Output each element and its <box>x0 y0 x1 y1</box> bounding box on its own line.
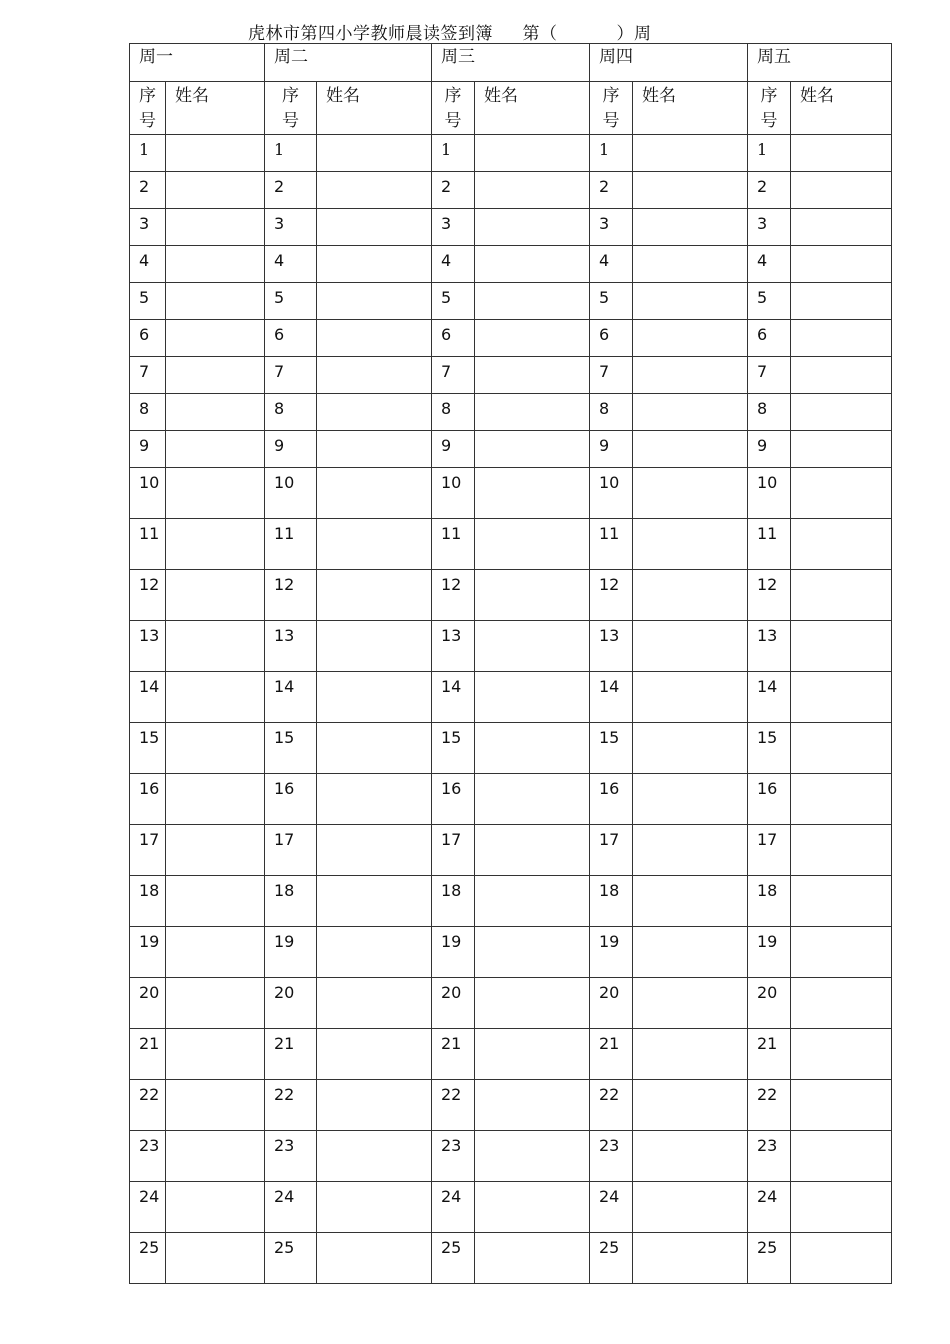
name-cell-fri[interactable] <box>791 723 892 774</box>
seq-cell-wed: 2 <box>432 172 475 209</box>
seq-cell-mon: 9 <box>130 431 166 468</box>
name-cell-fri[interactable] <box>791 978 892 1029</box>
name-cell-tue[interactable] <box>317 431 432 468</box>
name-cell-fri[interactable] <box>791 1233 892 1284</box>
table-row <box>130 394 892 431</box>
seq-cell-thu: 23 <box>590 1131 633 1182</box>
name-cell-wed[interactable] <box>475 927 590 978</box>
name-cell-fri[interactable] <box>791 209 892 246</box>
seq-cell-mon: 21 <box>130 1029 166 1080</box>
name-cell-tue[interactable] <box>317 825 432 876</box>
name-cell-wed[interactable] <box>475 320 590 357</box>
name-cell-mon[interactable] <box>166 927 265 978</box>
seq-cell-thu: 3 <box>590 209 633 246</box>
seq-cell-mon: 15 <box>130 723 166 774</box>
seq-cell-tue: 19 <box>265 927 317 978</box>
name-cell-wed[interactable] <box>475 135 590 172</box>
seq-cell-fri: 24 <box>748 1182 791 1233</box>
seq-cell-wed: 10 <box>432 468 475 519</box>
seq-cell-tue: 25 <box>265 1233 317 1284</box>
seq-cell-thu: 20 <box>590 978 633 1029</box>
sign-in-table <box>129 43 892 1284</box>
seq-cell-mon: 6 <box>130 320 166 357</box>
name-cell-fri[interactable] <box>791 1029 892 1080</box>
table-row <box>130 1080 892 1131</box>
seq-cell-tue: 13 <box>265 621 317 672</box>
name-cell-fri[interactable] <box>791 570 892 621</box>
seq-cell-thu: 21 <box>590 1029 633 1080</box>
table-row <box>130 723 892 774</box>
name-cell-thu[interactable] <box>633 1029 748 1080</box>
seq-cell-fri: 10 <box>748 468 791 519</box>
table-row <box>130 621 892 672</box>
seq-cell-fri: 18 <box>748 876 791 927</box>
seq-cell-wed: 9 <box>432 431 475 468</box>
seq-cell-wed: 23 <box>432 1131 475 1182</box>
name-cell-wed[interactable] <box>475 825 590 876</box>
seq-cell-wed: 4 <box>432 246 475 283</box>
name-cell-tue[interactable] <box>317 172 432 209</box>
seq-cell-mon: 3 <box>130 209 166 246</box>
name-cell-wed[interactable] <box>475 672 590 723</box>
seq-cell-mon: 25 <box>130 1233 166 1284</box>
seq-cell-tue: 2 <box>265 172 317 209</box>
table-row <box>130 1233 892 1284</box>
seq-cell-wed: 18 <box>432 876 475 927</box>
seq-cell-thu: 1 <box>590 135 633 172</box>
name-cell-mon[interactable] <box>166 723 265 774</box>
seq-cell-wed: 22 <box>432 1080 475 1131</box>
seq-header: 序 号 <box>748 82 791 135</box>
name-cell-fri[interactable] <box>791 283 892 320</box>
seq-cell-fri: 6 <box>748 320 791 357</box>
name-cell-wed[interactable] <box>475 570 590 621</box>
name-cell-thu[interactable] <box>633 135 748 172</box>
name-cell-thu[interactable] <box>633 246 748 283</box>
day-header-row <box>130 44 892 82</box>
name-cell-tue[interactable] <box>317 246 432 283</box>
seq-cell-fri: 13 <box>748 621 791 672</box>
name-cell-wed[interactable] <box>475 246 590 283</box>
name-cell-tue[interactable] <box>317 876 432 927</box>
name-cell-mon[interactable] <box>166 246 265 283</box>
name-cell-thu[interactable] <box>633 978 748 1029</box>
name-cell-fri[interactable] <box>791 320 892 357</box>
name-cell-tue[interactable] <box>317 774 432 825</box>
seq-cell-tue: 6 <box>265 320 317 357</box>
name-cell-thu[interactable] <box>633 320 748 357</box>
seq-header: 序 号 <box>130 82 166 135</box>
seq-cell-fri: 15 <box>748 723 791 774</box>
seq-cell-tue: 9 <box>265 431 317 468</box>
name-cell-tue[interactable] <box>317 1131 432 1182</box>
name-cell-wed[interactable] <box>475 1080 590 1131</box>
seq-cell-fri: 14 <box>748 672 791 723</box>
name-cell-thu[interactable] <box>633 468 748 519</box>
name-cell-fri[interactable] <box>791 135 892 172</box>
table-row <box>130 135 892 172</box>
seq-cell-thu: 25 <box>590 1233 633 1284</box>
name-cell-fri[interactable] <box>791 672 892 723</box>
name-cell-mon[interactable] <box>166 825 265 876</box>
seq-cell-fri: 23 <box>748 1131 791 1182</box>
seq-cell-fri: 22 <box>748 1080 791 1131</box>
seq-cell-wed: 6 <box>432 320 475 357</box>
day-header-wed: 周三 <box>432 44 590 82</box>
name-cell-wed[interactable] <box>475 621 590 672</box>
name-cell-fri[interactable] <box>791 172 892 209</box>
name-cell-tue[interactable] <box>317 723 432 774</box>
seq-cell-tue: 7 <box>265 357 317 394</box>
seq-cell-mon: 5 <box>130 283 166 320</box>
seq-cell-mon: 10 <box>130 468 166 519</box>
seq-cell-tue: 8 <box>265 394 317 431</box>
name-cell-fri[interactable] <box>791 394 892 431</box>
seq-cell-thu: 18 <box>590 876 633 927</box>
seq-cell-wed: 16 <box>432 774 475 825</box>
seq-cell-thu: 10 <box>590 468 633 519</box>
name-cell-tue[interactable] <box>317 927 432 978</box>
seq-cell-tue: 21 <box>265 1029 317 1080</box>
seq-cell-wed: 19 <box>432 927 475 978</box>
name-cell-mon[interactable] <box>166 570 265 621</box>
table-row <box>130 876 892 927</box>
name-cell-thu[interactable] <box>633 1080 748 1131</box>
name-cell-thu[interactable] <box>633 570 748 621</box>
seq-cell-mon: 23 <box>130 1131 166 1182</box>
seq-cell-thu: 11 <box>590 519 633 570</box>
seq-cell-wed: 14 <box>432 672 475 723</box>
seq-cell-tue: 1 <box>265 135 317 172</box>
seq-cell-fri: 2 <box>748 172 791 209</box>
name-cell-mon[interactable] <box>166 1131 265 1182</box>
table-row <box>130 468 892 519</box>
name-cell-mon[interactable] <box>166 1233 265 1284</box>
name-cell-thu[interactable] <box>633 1131 748 1182</box>
seq-cell-tue: 16 <box>265 774 317 825</box>
seq-cell-mon: 16 <box>130 774 166 825</box>
table-row <box>130 209 892 246</box>
seq-cell-wed: 8 <box>432 394 475 431</box>
name-cell-tue[interactable] <box>317 1182 432 1233</box>
name-cell-mon[interactable] <box>166 394 265 431</box>
seq-cell-tue: 24 <box>265 1182 317 1233</box>
name-cell-thu[interactable] <box>633 876 748 927</box>
name-cell-tue[interactable] <box>317 320 432 357</box>
seq-cell-fri: 1 <box>748 135 791 172</box>
table-row <box>130 1182 892 1233</box>
seq-header: 序 号 <box>590 82 633 135</box>
seq-cell-fri: 21 <box>748 1029 791 1080</box>
seq-cell-thu: 16 <box>590 774 633 825</box>
seq-cell-tue: 5 <box>265 283 317 320</box>
name-cell-wed[interactable] <box>475 1131 590 1182</box>
seq-cell-fri: 12 <box>748 570 791 621</box>
day-header-mon: 周一 <box>130 44 265 82</box>
name-cell-wed[interactable] <box>475 519 590 570</box>
seq-cell-wed: 5 <box>432 283 475 320</box>
name-header: 姓名 <box>475 82 590 135</box>
seq-cell-fri: 20 <box>748 978 791 1029</box>
table-row <box>130 1029 892 1080</box>
seq-cell-fri: 3 <box>748 209 791 246</box>
table-row <box>130 978 892 1029</box>
name-cell-tue[interactable] <box>317 1233 432 1284</box>
name-cell-wed[interactable] <box>475 468 590 519</box>
name-cell-tue[interactable] <box>317 570 432 621</box>
name-cell-wed[interactable] <box>475 283 590 320</box>
name-cell-tue[interactable] <box>317 519 432 570</box>
name-cell-wed[interactable] <box>475 1182 590 1233</box>
table-row <box>130 927 892 978</box>
table-row <box>130 357 892 394</box>
seq-cell-wed: 17 <box>432 825 475 876</box>
seq-cell-thu: 7 <box>590 357 633 394</box>
name-cell-thu[interactable] <box>633 774 748 825</box>
name-cell-fri[interactable] <box>791 621 892 672</box>
name-header: 姓名 <box>317 82 432 135</box>
name-cell-thu[interactable] <box>633 672 748 723</box>
seq-cell-fri: 5 <box>748 283 791 320</box>
seq-cell-thu: 19 <box>590 927 633 978</box>
seq-cell-thu: 24 <box>590 1182 633 1233</box>
name-cell-thu[interactable] <box>633 431 748 468</box>
table-row <box>130 283 892 320</box>
name-cell-mon[interactable] <box>166 209 265 246</box>
name-cell-wed[interactable] <box>475 394 590 431</box>
name-cell-tue[interactable] <box>317 357 432 394</box>
table-row <box>130 519 892 570</box>
seq-cell-fri: 7 <box>748 357 791 394</box>
seq-cell-mon: 2 <box>130 172 166 209</box>
seq-cell-fri: 16 <box>748 774 791 825</box>
seq-cell-tue: 18 <box>265 876 317 927</box>
name-cell-thu[interactable] <box>633 172 748 209</box>
name-cell-wed[interactable] <box>475 431 590 468</box>
seq-cell-wed: 13 <box>432 621 475 672</box>
seq-cell-wed: 12 <box>432 570 475 621</box>
name-cell-fri[interactable] <box>791 825 892 876</box>
name-cell-mon[interactable] <box>166 283 265 320</box>
name-cell-fri[interactable] <box>791 519 892 570</box>
seq-cell-wed: 20 <box>432 978 475 1029</box>
name-cell-mon[interactable] <box>166 135 265 172</box>
name-cell-wed[interactable] <box>475 357 590 394</box>
seq-cell-wed: 24 <box>432 1182 475 1233</box>
seq-cell-thu: 15 <box>590 723 633 774</box>
table-row <box>130 825 892 876</box>
day-header-fri: 周五 <box>748 44 892 82</box>
seq-cell-wed: 21 <box>432 1029 475 1080</box>
seq-cell-thu: 6 <box>590 320 633 357</box>
name-cell-thu[interactable] <box>633 621 748 672</box>
name-header: 姓名 <box>633 82 748 135</box>
name-cell-fri[interactable] <box>791 246 892 283</box>
seq-cell-wed: 25 <box>432 1233 475 1284</box>
table-row <box>130 320 892 357</box>
seq-cell-tue: 11 <box>265 519 317 570</box>
name-header: 姓名 <box>166 82 265 135</box>
name-cell-mon[interactable] <box>166 774 265 825</box>
seq-cell-mon: 18 <box>130 876 166 927</box>
name-cell-fri[interactable] <box>791 1131 892 1182</box>
name-cell-mon[interactable] <box>166 978 265 1029</box>
name-cell-wed[interactable] <box>475 876 590 927</box>
seq-cell-mon: 13 <box>130 621 166 672</box>
name-cell-mon[interactable] <box>166 172 265 209</box>
name-cell-mon[interactable] <box>166 431 265 468</box>
name-cell-tue[interactable] <box>317 621 432 672</box>
name-cell-tue[interactable] <box>317 209 432 246</box>
table-row <box>130 1131 892 1182</box>
name-cell-fri[interactable] <box>791 357 892 394</box>
name-cell-mon[interactable] <box>166 519 265 570</box>
name-cell-fri[interactable] <box>791 927 892 978</box>
name-cell-wed[interactable] <box>475 978 590 1029</box>
seq-cell-wed: 3 <box>432 209 475 246</box>
seq-cell-thu: 17 <box>590 825 633 876</box>
name-cell-wed[interactable] <box>475 209 590 246</box>
name-cell-wed[interactable] <box>475 723 590 774</box>
name-cell-thu[interactable] <box>633 519 748 570</box>
name-cell-tue[interactable] <box>317 978 432 1029</box>
name-header: 姓名 <box>791 82 892 135</box>
seq-cell-mon: 20 <box>130 978 166 1029</box>
name-cell-fri[interactable] <box>791 1080 892 1131</box>
name-cell-fri[interactable] <box>791 774 892 825</box>
seq-cell-thu: 4 <box>590 246 633 283</box>
name-cell-tue[interactable] <box>317 135 432 172</box>
seq-cell-mon: 17 <box>130 825 166 876</box>
seq-cell-fri: 9 <box>748 431 791 468</box>
name-cell-thu[interactable] <box>633 1233 748 1284</box>
table-row <box>130 431 892 468</box>
name-cell-fri[interactable] <box>791 431 892 468</box>
name-cell-mon[interactable] <box>166 1029 265 1080</box>
seq-cell-tue: 20 <box>265 978 317 1029</box>
seq-cell-tue: 12 <box>265 570 317 621</box>
seq-cell-mon: 1 <box>130 135 166 172</box>
seq-cell-tue: 15 <box>265 723 317 774</box>
table-row <box>130 672 892 723</box>
seq-header: 序 号 <box>432 82 475 135</box>
name-cell-mon[interactable] <box>166 1182 265 1233</box>
seq-cell-tue: 3 <box>265 209 317 246</box>
name-cell-thu[interactable] <box>633 723 748 774</box>
seq-cell-wed: 7 <box>432 357 475 394</box>
seq-cell-fri: 8 <box>748 394 791 431</box>
name-cell-wed[interactable] <box>475 172 590 209</box>
name-cell-fri[interactable] <box>791 468 892 519</box>
seq-header: 序 号 <box>265 82 317 135</box>
table-row <box>130 172 892 209</box>
name-cell-mon[interactable] <box>166 320 265 357</box>
seq-cell-mon: 8 <box>130 394 166 431</box>
name-cell-mon[interactable] <box>166 468 265 519</box>
name-cell-tue[interactable] <box>317 394 432 431</box>
seq-cell-fri: 11 <box>748 519 791 570</box>
seq-cell-mon: 11 <box>130 519 166 570</box>
seq-cell-thu: 13 <box>590 621 633 672</box>
seq-cell-fri: 19 <box>748 927 791 978</box>
name-cell-thu[interactable] <box>633 1182 748 1233</box>
seq-cell-thu: 5 <box>590 283 633 320</box>
seq-cell-tue: 23 <box>265 1131 317 1182</box>
name-cell-thu[interactable] <box>633 209 748 246</box>
seq-cell-mon: 22 <box>130 1080 166 1131</box>
seq-cell-thu: 14 <box>590 672 633 723</box>
seq-cell-fri: 17 <box>748 825 791 876</box>
seq-cell-mon: 19 <box>130 927 166 978</box>
name-cell-thu[interactable] <box>633 357 748 394</box>
seq-cell-wed: 11 <box>432 519 475 570</box>
seq-cell-mon: 14 <box>130 672 166 723</box>
column-header-row <box>130 82 892 135</box>
table-row <box>130 570 892 621</box>
seq-cell-wed: 1 <box>432 135 475 172</box>
seq-cell-mon: 12 <box>130 570 166 621</box>
name-cell-mon[interactable] <box>166 1080 265 1131</box>
seq-cell-tue: 4 <box>265 246 317 283</box>
seq-cell-thu: 12 <box>590 570 633 621</box>
seq-cell-mon: 24 <box>130 1182 166 1233</box>
seq-cell-fri: 25 <box>748 1233 791 1284</box>
seq-cell-thu: 22 <box>590 1080 633 1131</box>
name-cell-wed[interactable] <box>475 1233 590 1284</box>
seq-cell-thu: 2 <box>590 172 633 209</box>
table-row <box>130 246 892 283</box>
name-cell-thu[interactable] <box>633 283 748 320</box>
seq-cell-tue: 22 <box>265 1080 317 1131</box>
name-cell-fri[interactable] <box>791 876 892 927</box>
name-cell-mon[interactable] <box>166 357 265 394</box>
document-title: 虎林市第四小学教师晨读签到簿 第（ ）周 <box>248 24 652 44</box>
name-cell-mon[interactable] <box>166 672 265 723</box>
name-cell-wed[interactable] <box>475 1029 590 1080</box>
name-cell-wed[interactable] <box>475 774 590 825</box>
seq-cell-tue: 17 <box>265 825 317 876</box>
name-cell-thu[interactable] <box>633 825 748 876</box>
seq-cell-tue: 10 <box>265 468 317 519</box>
name-cell-mon[interactable] <box>166 876 265 927</box>
name-cell-tue[interactable] <box>317 672 432 723</box>
seq-cell-thu: 9 <box>590 431 633 468</box>
seq-cell-fri: 4 <box>748 246 791 283</box>
day-header-thu: 周四 <box>590 44 748 82</box>
name-cell-tue[interactable] <box>317 468 432 519</box>
name-cell-tue[interactable] <box>317 1080 432 1131</box>
table-row <box>130 774 892 825</box>
name-cell-fri[interactable] <box>791 1182 892 1233</box>
seq-cell-mon: 4 <box>130 246 166 283</box>
name-cell-tue[interactable] <box>317 1029 432 1080</box>
name-cell-mon[interactable] <box>166 621 265 672</box>
seq-cell-wed: 15 <box>432 723 475 774</box>
name-cell-thu[interactable] <box>633 927 748 978</box>
seq-cell-thu: 8 <box>590 394 633 431</box>
seq-cell-tue: 14 <box>265 672 317 723</box>
name-cell-tue[interactable] <box>317 283 432 320</box>
name-cell-thu[interactable] <box>633 394 748 431</box>
seq-cell-mon: 7 <box>130 357 166 394</box>
day-header-tue: 周二 <box>265 44 432 82</box>
